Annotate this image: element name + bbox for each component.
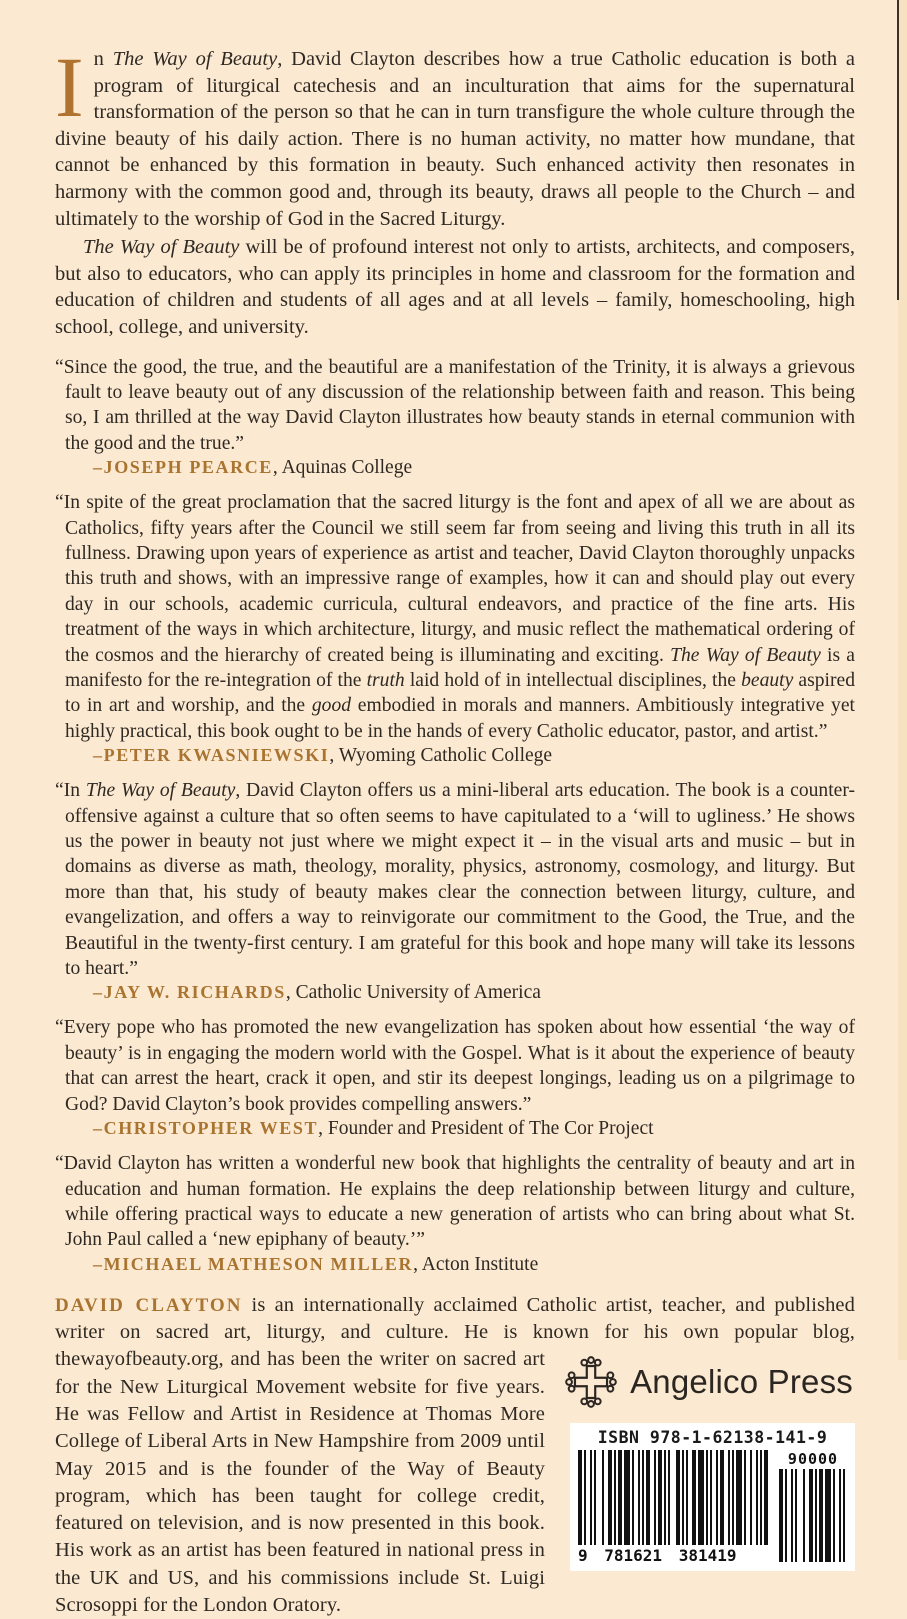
endorsement-quote <box>55 490 855 767</box>
quote-attribution <box>93 457 855 479</box>
quote-attribution <box>93 1118 855 1140</box>
ean-barcode-supplement <box>779 1450 847 1565</box>
endorser-name: –CHRISTOPHER WEST <box>93 1118 319 1139</box>
book-back-cover <box>55 0 855 1619</box>
endorsements-section <box>55 355 855 1276</box>
endorser-affiliation: , Founder and President of The Cor Project <box>318 1118 654 1140</box>
supplement-digits: 90000 <box>787 1449 839 1468</box>
quote-attribution <box>93 1254 855 1276</box>
endorser-affiliation: , Acton Institute <box>413 1253 539 1275</box>
synopsis-paragraph-1 <box>55 39 856 232</box>
endorser-affiliation: , Wyoming Catholic College <box>329 745 553 767</box>
quote-text: “David Clayton has written a wonderful new book that highlights the centrality of beauty and art in education and human formation. He explains the deep relationship between liturgy and culture, while offering practical ways to educate a new generation of artists who can bring about what St. John Paul called a ‘new epiphany of beauty.’” <box>55 1153 855 1251</box>
cover-edge-shadow <box>897 0 899 300</box>
quote-text: “Since the good, the true, and the beautiful are a manifestation of the Trinity, it is always a grievous fault to leave beauty out of any discussion of the relationship between faith and reason. This being so, I am thrilled at the way David Clayton illustrates how beauty stands in eternal communion with the good and the true.” <box>55 356 855 454</box>
quote-text: “Every pope who has promoted the new evangelization has spoken about how essential ‘the way of beauty’ is in engaging the modern world with the Gospel. What is it about the experience of beauty that can arrest the heart, crack it open, and stir its deepest longings, leading us on a pilgrimage to God? David Clayton’s book provides compelling answers.” <box>55 1017 855 1115</box>
author-bio-section <box>55 1292 855 1619</box>
endorsement-quote <box>55 778 855 1004</box>
endorsement-quote <box>55 1151 855 1276</box>
ean-digits: 9 781621 381419 <box>578 1545 737 1565</box>
endorser-name: –MICHAEL MATHESON MILLER <box>93 1253 414 1274</box>
angelico-press-logo <box>559 1354 853 1410</box>
cover-edge-strip <box>898 0 907 1360</box>
publisher-block <box>559 1348 855 1571</box>
publisher-name: Angelico Press <box>630 1362 853 1400</box>
quote-text: “In The Way of Beauty, David Clayton offers us a mini-liberal arts education. The book is a counter-offensive against a culture that so often seems to have capitulated to a ‘will to ugliness.’ He shows us the power in beauty not just where we might expect it – in the visual arts and music – but in domains as diverse as math, theology, morality, physics, astronomy, cosmology, and liturgy. But more than that, his study of beauty makes clear the connection between liturgy, culture, and evangelization, and offers a way to reinvigorate our commitment to the Good, the True, and the Beautiful in the twenty-first century. I am grateful for this book and hope many will take its lessons to heart.” <box>55 780 856 980</box>
drop-cap: I <box>55 39 84 135</box>
synopsis-paragraph-1-text: n The Way of Beauty, David Clayton describes how a true Catholic education is both a program of liturgical catechesis and an inculturation that aims for the supernatural transformation of the person so that he can in turn transfigure the whole culture through the divine beauty of his daily action. There is no human activity, no matter how mundane, that cannot be enhanced by this formation in beauty. Such enhanced activity then resonates in harmony with the common good and, through its beauty, draws all people to the Church – and ultimately to the worship of God in the Sacred Liturgy. <box>55 48 856 230</box>
endorser-affiliation: , Catholic University of America <box>285 982 541 1004</box>
quote-text: “In spite of the great proclamation that the sacred liturgy is the font and apex of all we are about as Catholics, fifty years after the Council we still seem far from seeing and living this truth in all its fullness. Drawing upon years of experience as artist and teacher, David Clayton thoroughly unpacks this truth and shows, with an impressive range of examples, how it can and should play out every day in our schools, academic curricula, cultural endeavors, and practice of the fine arts. His treatment of the ways in which architecture, liturgy, and music reflect the mathematical ordering of the cosmos and the hierarchy of created being is illuminating and exciting. The Way of Beauty is a manifesto for the re-integration of the truth laid hold of in intellectual disciplines, the beauty aspired to in art and worship, and the good embodied in morals and manners. Ambitiously integrative yet highly practical, this book ought to be in the hands of every Catholic educator, pastor, and artist.” <box>55 492 856 742</box>
ean-barcode-bars <box>578 1450 770 1545</box>
ean-barcode-main <box>578 1450 770 1565</box>
isbn-barcode <box>570 1423 855 1571</box>
isbn-text: ISBN 978-1-62138-141-9 <box>597 1427 828 1447</box>
endorsement-quote <box>55 1015 855 1140</box>
quote-attribution <box>93 745 855 767</box>
author-bio-text: DAVID CLAYTON is an internationally acclaimed Catholic artist, teacher, and published writer on sacred art, liturgy, and culture. He is known for his own popular blog, thewayofbeauty.org, and has been the writer on sacred art for the New Liturgical Movement website for five years. He was Fellow and Artist in Residence at Thomas More College of Liberal Arts in New Hampshire from 2009 until May 2015 and is the founder of the Way of Beauty program, which has been taught for college credit, featured on television, and is now presented in this book. His work as an artist has been featured in national press in the UK and US, and his commissions include St. Luigi Scrosoppi for the London Oratory. <box>55 1293 855 1616</box>
endorser-name: –JAY W. RICHARDS <box>93 982 286 1003</box>
synopsis-section <box>55 39 856 341</box>
supplement-barcode-bars <box>779 1469 847 1562</box>
occitan-cross-icon <box>564 1354 618 1410</box>
endorser-affiliation: , Aquinas College <box>272 457 413 479</box>
endorser-name: –JOSEPH PEARCE <box>93 457 273 478</box>
endorser-name: –PETER KWASNIEWSKI <box>93 745 330 766</box>
synopsis-paragraph-2: The Way of Beauty will be of profound interest not only to artists, architects, and composers, but also to educators, who can apply its principles in home and classroom for the formation and education of children and students of all ages and at all levels – family, homeschooling, high school, college, and university. <box>55 236 855 338</box>
endorsement-quote <box>55 355 855 480</box>
quote-attribution <box>93 982 855 1004</box>
